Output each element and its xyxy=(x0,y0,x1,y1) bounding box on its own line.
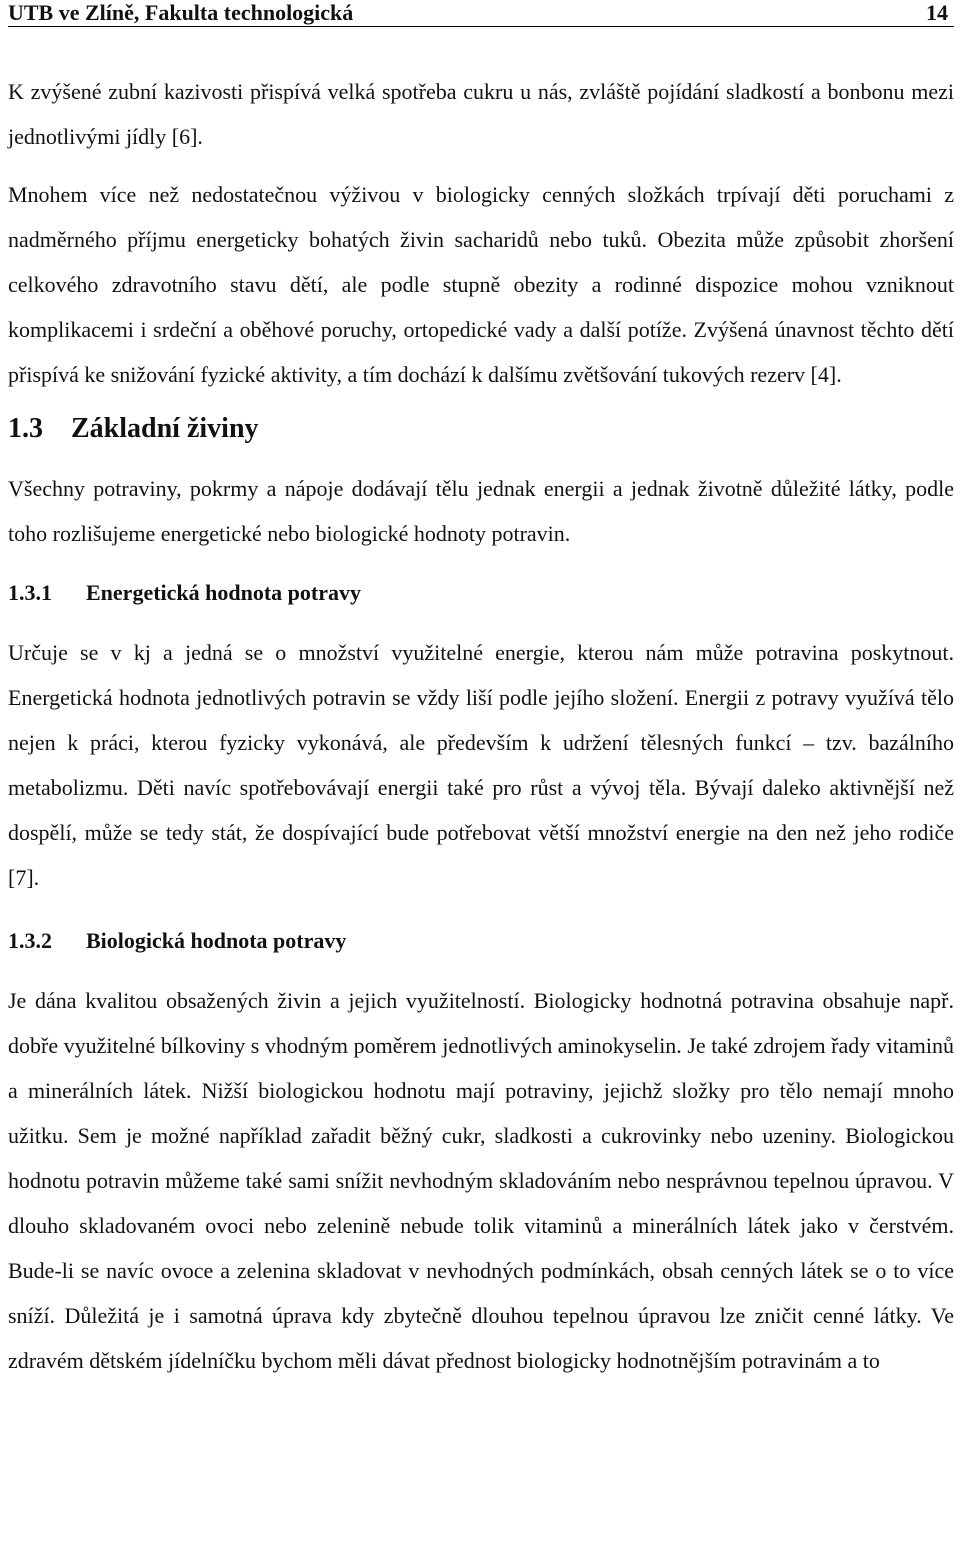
page-number: 14 xyxy=(926,0,948,25)
subsection-heading-energy-value xyxy=(8,573,954,613)
section-number: 1.3 xyxy=(8,413,43,444)
paragraph-energy-value: Určuje se v kj a jedná se o množství využitelné energie, kterou nám může potravina poskytnout. Energetická hodnota jednotlivých potravin se vždy liší podle jejího složení. Energii z potravy využívá tělo nejen k práci, kterou fyzicky vykonává, ale především k udržení tělesných funkcí – tzv. bazálního metabolizmu. Děti navíc spotřebovávají energii také pro růst a vývoj těla. Bývají daleko aktivnější než dospělí, může se tedy stát, že dospívající bude potřebovat větší množství energie na den než jeho rodiče [7]. xyxy=(8,640,954,890)
page-header xyxy=(8,0,954,27)
paragraph-biological-value: Je dána kvalitou obsažených živin a jejich využitelností. Biologicky hodnotná potravina obsahuje např. dobře využitelné bílkoviny s vhodným poměrem jednotlivých aminokyselin. Je také zdrojem řady vitaminů a minerálních látek. Nižší biologickou hodnotu mají potraviny, jejichž složky pro tělo nemají mnoho užitku. Sem je možné například zařadit běžný cukr, sladkosti a cukrovinky nebo uzeniny. Biologickou hodnotu potravin můžeme také sami snížit nevhodným skladováním nebo nesprávnou tepelnou úpravou. V dlouho skladovaném ovoci nebo zelenině nebude tolik vitaminů a minerálních látek jako v čerstvém. Bude-li se navíc ovoce a zelenina skladovat v nevhodných podmínkách, obsah cenných látek se o to více sníží. Důležitá je i samotná úprava kdy zbytečně dlouhou tepelnou úpravou lze zničit cenné látky. Ve zdravém dětském jídelníčku bychom měli dávat přednost biologicky hodnotnějším potravinám a to xyxy=(8,988,954,1373)
subsection-number: 1.3.2 xyxy=(8,928,52,953)
header-title: UTB ve Zlíně, Fakulta technologická xyxy=(8,0,354,25)
section-title: Základní živiny xyxy=(71,413,259,444)
paragraph-tooth-decay: K zvýšené zubní kazivosti přispívá velká spotřeba cukru u nás, zvláště pojídání sladkostí a bonbonu mezi jednotlivými jídly [6]. xyxy=(8,79,954,149)
subsection-title: Biologická hodnota potravy xyxy=(86,928,347,953)
section-heading-basic-nutrients xyxy=(8,409,954,449)
subsection-number: 1.3.1 xyxy=(8,580,52,605)
paragraph-obesity: Mnohem více než nedostatečnou výživou v biologicky cenných složkách trpívají děti poruchami z nadměrného příjmu energeticky bohatých živin sacharidů nebo tuků. Obezita může způsobit zhoršení celkového zdravotního stavu dětí, ale podle stupně obezity a rodinné dispozice mohou vzniknout komplikacemi i srdeční a oběhové poruchy, ortopedické vady a další potíže. Zvýšená únavnost těchto dětí přispívá ke snižování fyzické aktivity, a tím dochází k dalšímu zvětšování tukových rezerv [4]. xyxy=(8,182,954,387)
document-page xyxy=(8,0,954,1383)
subsection-heading-biological-value xyxy=(8,921,954,961)
subsection-title: Energetická hodnota potravy xyxy=(86,580,361,605)
paragraph-nutrients-intro: Všechny potraviny, pokrmy a nápoje dodávají tělu jednak energii a jednak životně důležité látky, podle toho rozlišujeme energetické nebo biologické hodnoty potravin. xyxy=(8,476,954,546)
